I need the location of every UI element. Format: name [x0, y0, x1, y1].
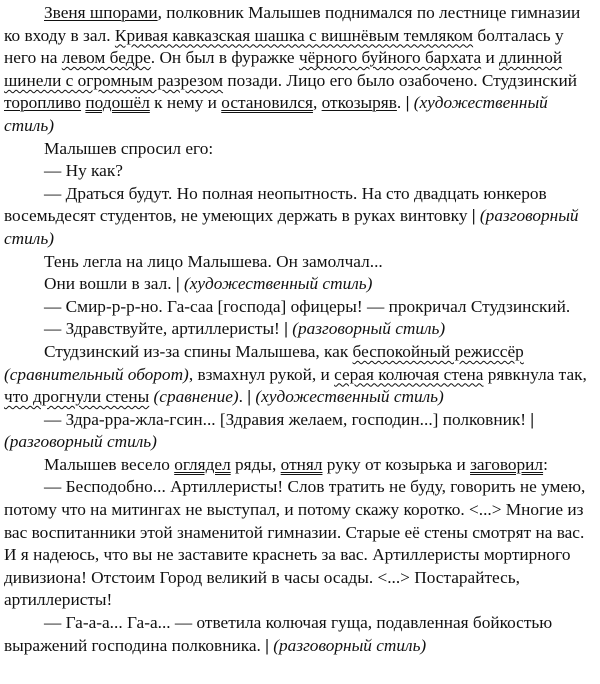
word-zagovoril: заговорил	[470, 454, 544, 474]
style-note: (разговорный стиль)	[4, 432, 157, 452]
separator-bar: |	[175, 274, 180, 294]
text: — Здра-рра-жла-гсин... [Здравия желаем, господин...] полковник!	[44, 409, 531, 429]
separator-bar: |	[471, 206, 476, 226]
phrase-shineli: длинной шинели с огромным разрезом	[4, 48, 563, 90]
paragraph-9	[4, 341, 594, 409]
paragraph-10	[4, 409, 594, 454]
phrase-drognuli-steny: что дрогнули стены	[4, 387, 150, 407]
text: ,	[312, 93, 322, 113]
word-oglyadel: оглядел	[174, 454, 231, 474]
paragraph-4	[4, 183, 594, 251]
paragraph-12: — Бесподобно... Артиллеристы! Слов тратить не буду, говорить не умею, потому что на митингах не выступал, и потому скажу коротко. <...> Многие из вас воспитанники этой знаменитой гимназии. Старые её стены смотрят на вас. И я надеюсь, что вы не заставите краснеть за вас. Артиллеристы мортирного дивизиона! Отстоим Город великий в часы осады. <...> Постарайтесь, артиллеристы!	[4, 477, 586, 610]
annotation-sravnitelny: (сравнительный оборот)	[4, 364, 189, 384]
annotation-sravnenie: (сравнение)	[149, 387, 239, 407]
text: Студзинский из-за спины Малышева, как	[44, 341, 353, 361]
text: Малышев весело	[44, 454, 175, 474]
separator-bar: |	[247, 387, 252, 407]
phrase-zvenya-shporami: Звеня шпорами	[44, 3, 158, 22]
paragraph-8	[4, 318, 594, 341]
text: — Га-а-а... Га-а... — ответила колючая гуща, подавленная бойкостью выражений господина полковника.	[4, 613, 553, 655]
word-otnyal: отнял	[280, 454, 323, 474]
paragraph-2: Малышев спросил его:	[44, 138, 214, 158]
text: :	[543, 454, 548, 474]
text: .	[396, 93, 406, 113]
text: болталась у него на	[4, 25, 564, 68]
text: позади. Лицо его было озабочено. Студзинский	[223, 70, 577, 90]
text: и	[481, 48, 500, 68]
style-note: (художественный стиль)	[4, 93, 548, 135]
text: , взмахнул рукой, и	[188, 364, 335, 384]
word-ostanovilsya: остановился	[221, 93, 313, 113]
text: Они вошли в зал.	[44, 274, 176, 294]
word-podoshel: подошёл	[85, 93, 150, 113]
style-note: (разговорный стиль)	[268, 635, 427, 655]
phrase-levom-bedre: левом бедре	[61, 48, 151, 68]
text: , полковник Малышев поднимался по лестнице гимназии ко входу в зал.	[4, 3, 581, 45]
text: ряды,	[230, 454, 281, 474]
text: рявкнула так,	[483, 364, 587, 384]
style-note: (разговорный стиль)	[4, 206, 579, 248]
style-note: (разговорный стиль)	[287, 319, 446, 339]
word-otkozyryav: откозыряв	[321, 93, 397, 113]
phrase-kolyuchaya-stena: серая колючая стена	[334, 364, 484, 384]
style-note: (художественный стиль)	[179, 274, 373, 294]
separator-bar: |	[530, 409, 535, 429]
paragraph-5: Тень легла на лицо Малышева. Он замолчал...	[44, 251, 383, 271]
separator-bar: |	[405, 93, 410, 113]
text: руку от козырька и	[322, 454, 471, 474]
phrase-barhata: чёрного буйного бархата	[298, 48, 482, 68]
text: . Он был в фуражке	[150, 48, 299, 68]
separator-bar: |	[265, 635, 269, 655]
paragraph-1	[4, 2, 594, 138]
paragraph-6	[4, 273, 594, 296]
paragraph-11	[4, 454, 594, 477]
word-toroplivo: торопливо	[4, 93, 82, 113]
separator-bar: |	[284, 319, 288, 339]
style-note: (художественный стиль)	[251, 387, 444, 407]
paragraph-13	[4, 612, 594, 657]
text: .	[238, 387, 248, 407]
phrase-rezhisser: беспокойный режиссёр	[352, 341, 524, 361]
text: — Драться будут. Но полная неопытность. На сто двадцать юнкеров восемьдесят студентов, не умеющих держать в руках винтовку	[4, 183, 547, 226]
phrase-kaukaz-shashka: Кривая кавказская шашка с вишнёвым темляком	[114, 25, 474, 45]
paragraph-7: — Смир-р-р-но. Га-саа [господа] офицеры! — прокричал Студзинский.	[44, 296, 571, 316]
text: к нему и	[149, 93, 222, 113]
paragraph-3: — Ну как?	[44, 161, 123, 181]
text: — Здравствуйте, артиллеристы!	[44, 319, 285, 339]
